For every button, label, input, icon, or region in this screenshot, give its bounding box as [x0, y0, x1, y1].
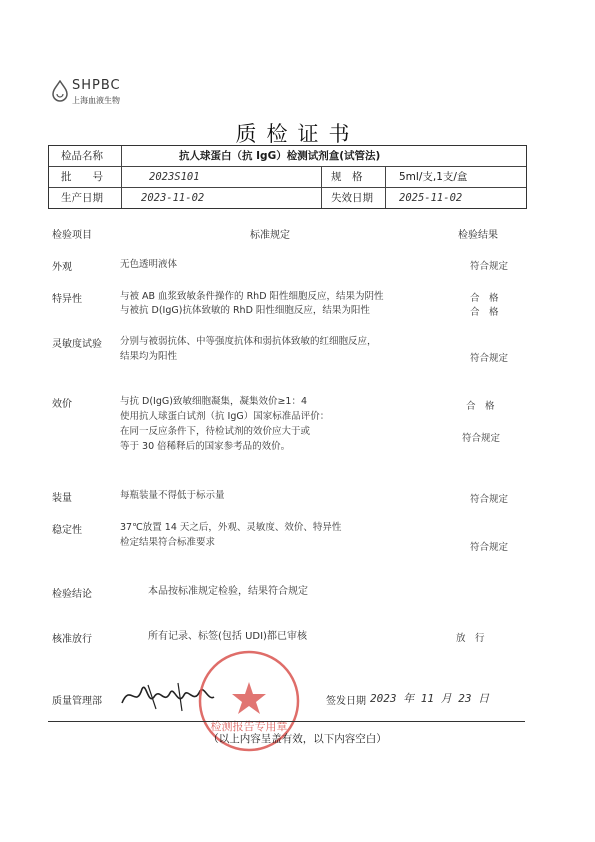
spec-value: 5ml/支,1支/盒: [399, 171, 468, 183]
spec-label: 规 格: [331, 171, 363, 183]
product-value: 抗人球蛋白（抗 IgG）检测试剂盒(试管法): [179, 150, 381, 162]
logo-text-en: SHPBC: [72, 78, 121, 93]
row-sensitivity-label: 灵敏度试验: [52, 339, 102, 350]
release-label: 核准放行: [52, 634, 92, 645]
footer-divider: [48, 721, 525, 722]
row-titer-line-4: 等于 30 倍稀释后的国家参考品的效价。: [120, 441, 291, 452]
row-volume-line-1: 每瓶装量不得低于标示量: [120, 490, 225, 501]
row-titer-line-1: 与抗 D(IgG)致敏细胞凝集，凝集效价≥1：4: [120, 396, 307, 407]
mfg-label: 生产日期: [61, 192, 103, 204]
row-sensitivity-line-2: 结果均为阳性: [120, 351, 178, 362]
row-appearance-result: 符合规定: [470, 261, 509, 272]
logo-text-cn: 上海血液生物: [72, 96, 120, 105]
product-label: 检品名称: [61, 150, 103, 162]
row-titer-line-2: 使用抗人球蛋白试剂（抗 IgG）国家标准品评价：: [120, 411, 330, 422]
expiry-label: 失效日期: [331, 192, 373, 204]
release-text: 所有记录、标签(包括 UDI)都已审核: [148, 631, 307, 642]
row-specificity-result-1: 合 格: [470, 293, 499, 304]
row-specificity-line-1: 与被 AB 血浆致敏条件操作的 RhD 阳性细胞反应，结果为阴性: [120, 291, 384, 302]
row-titer-line-3: 在同一反应条件下，待检试剂的效价应大于或: [120, 426, 311, 437]
footer-note: （以上内容呈盖有效，以下内容空白）: [208, 733, 387, 745]
qm-label: 质量管理部: [52, 696, 102, 707]
stamp-text: 检测报告专用章: [210, 720, 288, 733]
issue-date-label: 签发日期: [326, 696, 366, 707]
row-sensitivity-result: 符合规定: [470, 353, 509, 364]
header-result: 检验结果: [458, 230, 498, 241]
row-titer-label: 效价: [52, 399, 72, 410]
conclusion-text: 本品按标准规定检验，结果符合规定: [148, 586, 308, 597]
logo-drop-icon: [50, 80, 70, 102]
row-titer-result-1: 合 格: [466, 401, 495, 412]
row-stability-line-1: 37℃放置 14 天之后，外观、灵敏度、效价、特异性: [120, 522, 342, 533]
row-stability-line-2: 检定结果符合标准要求: [120, 537, 216, 548]
row-appearance-label: 外观: [52, 262, 72, 273]
row-stability-result: 符合规定: [470, 542, 509, 553]
row-stability-label: 稳定性: [52, 525, 82, 536]
row-specificity-result-2: 合 格: [470, 307, 499, 318]
row-sensitivity-line-1: 分别与被弱抗体、中等强度抗体和弱抗体致敏的红细胞反应，: [120, 336, 377, 347]
row-specificity-label: 特异性: [52, 294, 82, 305]
batch-label: 批 号: [61, 171, 103, 183]
header-item: 检验项目: [52, 230, 92, 241]
row-volume-result: 符合规定: [470, 494, 509, 505]
row-volume-label: 装量: [52, 493, 72, 504]
row-specificity-line-2: 与被抗 D(IgG)抗体致敏的 RhD 阳性细胞反应，结果为阳性: [120, 305, 370, 316]
issue-date-value: 2023 年 11 月 23 日: [370, 692, 490, 705]
info-table: [48, 145, 527, 209]
conclusion-label: 检验结论: [52, 589, 92, 600]
expiry-value: 2025-11-02: [399, 192, 463, 204]
batch-value: 2023S101: [149, 171, 200, 183]
page-title: 质检证书: [235, 122, 360, 146]
row-appearance-line-1: 无色透明液体: [120, 259, 178, 270]
release-result: 放 行: [456, 633, 485, 644]
mfg-value: 2023-11-02: [141, 192, 205, 204]
header-standard: 标准规定: [250, 230, 290, 241]
row-titer-result-2: 符合规定: [462, 433, 501, 444]
